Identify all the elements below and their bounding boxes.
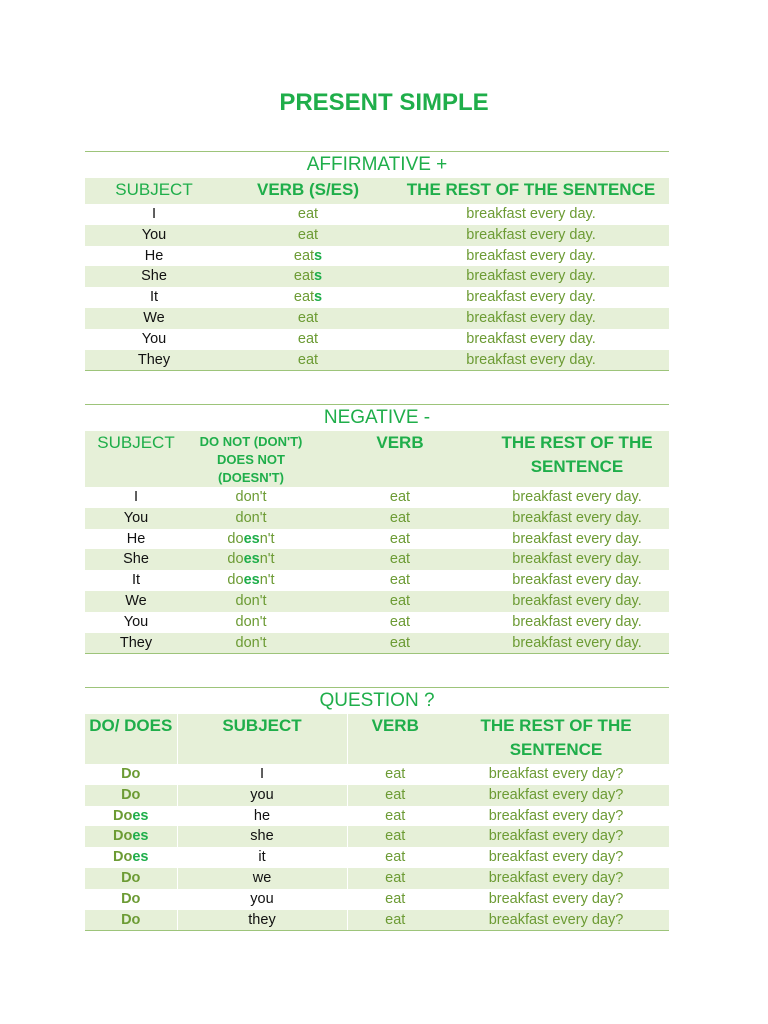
table-row	[85, 868, 669, 889]
header-do-not: DO NOT (DON'T) DOES NOT (DOESN'T)	[199, 434, 303, 485]
table-row	[85, 508, 669, 529]
table-row	[85, 764, 669, 785]
header-subject: SUBJECT	[115, 180, 193, 199]
subject-cell: you	[177, 889, 347, 910]
subject-cell: I	[151, 206, 157, 222]
verb-cell: eat	[347, 868, 443, 889]
affirmative-header-row	[85, 178, 669, 204]
subject-cell: I	[177, 764, 347, 785]
table-row	[85, 591, 669, 612]
subject-cell: it	[177, 847, 347, 868]
verb-cell	[223, 246, 393, 267]
auxiliary-cell	[187, 508, 315, 529]
aux-part: don't	[235, 613, 267, 630]
rest-cell: breakfast every day?	[443, 910, 669, 931]
auxiliary-cell	[187, 529, 315, 550]
aux-suffix: es	[132, 849, 149, 866]
aux-part: do	[227, 530, 244, 547]
negative-section	[85, 404, 669, 654]
rest-cell: breakfast every day?	[443, 785, 669, 806]
page-title: PRESENT SIMPLE	[279, 89, 489, 116]
aux-part: do	[227, 551, 244, 568]
rest-cell: breakfast every day?	[488, 766, 624, 782]
auxiliary-cell	[187, 612, 315, 633]
rest-cell: breakfast every day.	[512, 572, 642, 589]
aux-part: don't	[235, 509, 267, 526]
table-row	[85, 246, 669, 267]
table-row	[85, 633, 669, 654]
table-row	[85, 287, 669, 308]
affirmative-section	[85, 151, 669, 371]
header-rest: THE REST OF THE SENTENCE	[480, 716, 632, 759]
auxiliary-cell	[85, 847, 177, 868]
aux-suffix: es	[243, 530, 260, 547]
verb-cell: eat	[347, 806, 443, 827]
auxiliary-cell	[187, 570, 315, 591]
aux-suffix: es	[132, 807, 149, 824]
aux-base: Do	[121, 890, 141, 907]
auxiliary-cell	[187, 549, 315, 570]
subject-cell: they	[177, 910, 347, 931]
rest-cell: breakfast every day.	[466, 247, 596, 264]
rest-cell: breakfast every day.	[393, 266, 669, 287]
verb-base: eat	[293, 247, 315, 264]
subject-cell: She	[85, 266, 223, 287]
rest-cell: breakfast every day?	[443, 826, 669, 847]
subject-cell: It	[131, 572, 141, 589]
auxiliary-cell	[187, 487, 315, 508]
auxiliary-cell	[85, 889, 177, 910]
aux-part: n't	[259, 530, 275, 547]
verb-cell	[223, 225, 393, 246]
table-row	[85, 204, 669, 225]
subject-cell: They	[85, 633, 187, 654]
question-table	[85, 714, 669, 931]
rest-cell: breakfast every day.	[512, 613, 642, 630]
verb-cell: eat	[389, 530, 411, 547]
header-rest: THE REST OF THE SENTENCE	[406, 180, 656, 199]
question-header-row	[85, 714, 669, 764]
table-row	[85, 785, 669, 806]
verb-base: eat	[297, 351, 319, 368]
auxiliary-cell	[85, 764, 177, 785]
verb-base: eat	[297, 206, 319, 222]
subject-cell: We	[85, 308, 223, 329]
subject-cell: she	[177, 826, 347, 847]
aux-base: Do	[113, 849, 133, 866]
aux-base: Do	[121, 786, 141, 803]
negative-header-row	[85, 431, 669, 487]
auxiliary-cell	[85, 910, 177, 931]
subject-cell: It	[149, 289, 159, 306]
verb-base: eat	[293, 268, 315, 285]
verb-cell	[223, 329, 393, 350]
subject-cell: You	[141, 330, 167, 347]
verb-suffix: s	[314, 268, 323, 285]
subject-cell: you	[177, 785, 347, 806]
subject-cell: We	[85, 591, 187, 612]
rest-cell: breakfast every day?	[488, 890, 624, 907]
verb-suffix: s	[314, 289, 323, 306]
aux-part: don't	[235, 634, 267, 651]
rest-cell: breakfast every day.	[485, 549, 669, 570]
verb-cell: eat	[315, 633, 485, 654]
header-subject: SUBJECT	[97, 433, 175, 452]
verb-cell	[223, 287, 393, 308]
rest-cell: breakfast every day.	[466, 206, 596, 222]
verb-cell: eat	[389, 572, 411, 589]
aux-part: don't	[235, 592, 267, 609]
rest-cell: breakfast every day?	[443, 868, 669, 889]
table-row	[85, 487, 669, 508]
aux-base: Do	[121, 869, 141, 886]
table-row	[85, 570, 669, 591]
verb-cell: eat	[315, 508, 485, 529]
rest-cell: breakfast every day.	[485, 508, 669, 529]
table-row	[85, 225, 669, 246]
table-row	[85, 806, 669, 827]
aux-suffix: es	[243, 551, 260, 568]
aux-part: n't	[259, 572, 275, 589]
rest-cell: breakfast every day.	[466, 289, 596, 306]
subject-cell: we	[177, 868, 347, 889]
subject-cell: She	[85, 549, 187, 570]
rest-cell: breakfast every day.	[485, 633, 669, 654]
verb-cell: eat	[347, 785, 443, 806]
table-row	[85, 329, 669, 350]
aux-base: Do	[113, 828, 133, 845]
verb-cell: eat	[389, 489, 411, 505]
aux-suffix: es	[243, 572, 260, 589]
header-verb: VERB	[376, 433, 424, 452]
subject-cell: He	[144, 247, 164, 264]
rest-cell: breakfast every day.	[512, 530, 642, 547]
table-row	[85, 612, 669, 633]
verb-suffix: s	[314, 247, 323, 264]
table-row	[85, 826, 669, 847]
subject-cell: You	[85, 508, 187, 529]
header-subject: SUBJECT	[177, 714, 347, 764]
verb-cell: eat	[347, 826, 443, 847]
auxiliary-cell	[85, 806, 177, 827]
question-title: QUESTION ?	[85, 687, 669, 714]
auxiliary-cell	[85, 868, 177, 889]
table-row	[85, 308, 669, 329]
question-section	[85, 687, 669, 931]
verb-cell: eat	[389, 613, 411, 630]
header-verb: VERB	[347, 714, 443, 764]
aux-base: Do	[121, 911, 141, 928]
subject-cell: He	[126, 530, 146, 547]
negative-table	[85, 431, 669, 654]
rest-cell: breakfast every day.	[393, 225, 669, 246]
verb-cell	[223, 350, 393, 371]
verb-cell: eat	[347, 847, 443, 868]
subject-cell: You	[123, 613, 149, 630]
table-row	[85, 350, 669, 371]
negative-title: NEGATIVE -	[85, 404, 669, 431]
rest-cell: breakfast every day.	[466, 330, 596, 347]
rest-cell: breakfast every day.	[512, 489, 642, 505]
verb-base: eat	[293, 289, 315, 306]
aux-base: Do	[121, 766, 141, 782]
subject-cell: You	[85, 225, 223, 246]
header-do-does: DO/ DOES	[89, 716, 173, 735]
affirmative-title: AFFIRMATIVE +	[85, 151, 669, 178]
verb-cell: eat	[347, 910, 443, 931]
auxiliary-cell	[85, 826, 177, 847]
verb-base: eat	[297, 330, 319, 347]
aux-part: don't	[235, 489, 267, 505]
table-row	[85, 847, 669, 868]
subject-cell: I	[133, 489, 139, 505]
subject-cell: They	[85, 350, 223, 371]
verb-cell: eat	[315, 591, 485, 612]
table-row	[85, 910, 669, 931]
verb-cell	[223, 308, 393, 329]
verb-base: eat	[297, 226, 319, 243]
aux-base: Do	[113, 807, 133, 824]
aux-part: do	[227, 572, 244, 589]
verb-cell	[223, 266, 393, 287]
subject-cell: he	[177, 806, 347, 827]
rest-cell: breakfast every day.	[393, 308, 669, 329]
aux-part: n't	[259, 551, 275, 568]
rest-cell: breakfast every day?	[488, 849, 624, 866]
verb-cell	[223, 204, 393, 225]
header-rest: THE REST OF THE SENTENCE	[501, 433, 653, 476]
table-row	[85, 549, 669, 570]
verb-cell: eat	[347, 889, 443, 910]
table-row	[85, 889, 669, 910]
rest-cell: breakfast every day.	[393, 350, 669, 371]
header-verb: VERB (S/ES)	[256, 180, 360, 199]
verb-cell: eat	[347, 764, 443, 785]
affirmative-table	[85, 178, 669, 371]
table-row	[85, 529, 669, 550]
table-row	[85, 266, 669, 287]
verb-cell: eat	[315, 549, 485, 570]
auxiliary-cell	[85, 785, 177, 806]
verb-base: eat	[297, 309, 319, 326]
auxiliary-cell	[187, 591, 315, 612]
auxiliary-cell	[187, 633, 315, 654]
aux-suffix: es	[132, 828, 149, 845]
rest-cell: breakfast every day.	[485, 591, 669, 612]
rest-cell: breakfast every day?	[488, 807, 624, 824]
